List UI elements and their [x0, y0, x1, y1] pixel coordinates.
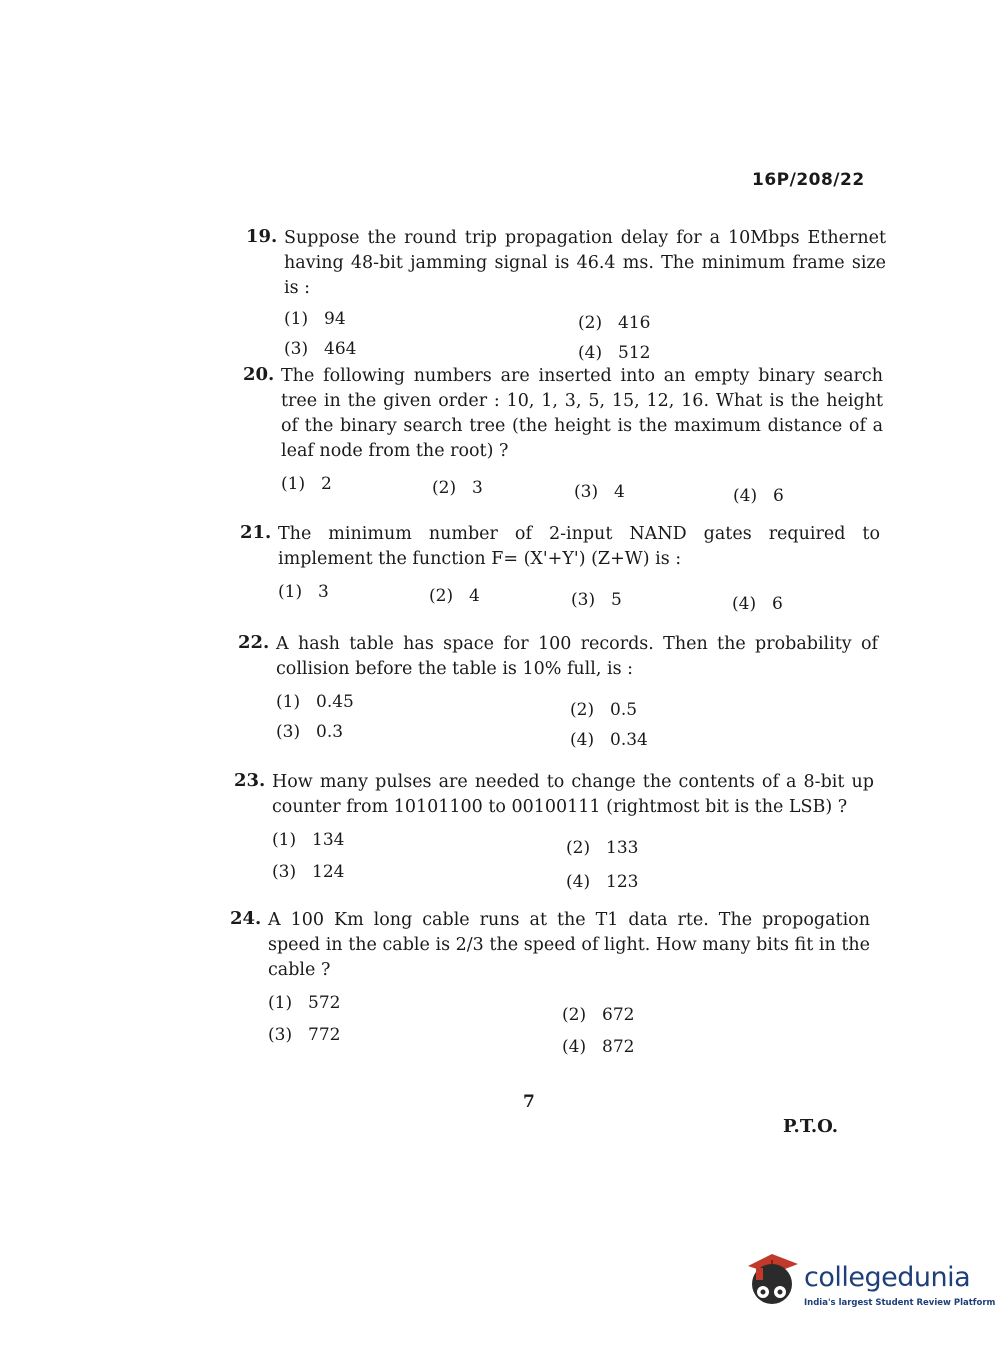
question-text: Suppose the round trip propagation delay for a 10Mbps Ethernet having 48-bit jamming signal is 46.4 ms. The minimum frame size is : — [284, 228, 886, 298]
question-19 — [246, 226, 886, 373]
question-number: 19. — [246, 226, 278, 247]
option-1: (1) 3 — [278, 582, 329, 602]
paper-code: 16P/208/22 — [752, 170, 865, 190]
collegedunia-watermark — [742, 1248, 996, 1318]
option-1: (1) 2 — [281, 474, 332, 494]
question-text: A hash table has space for 100 records. Then the probability of collision before the table is 10% full, is : — [276, 634, 878, 679]
option-1: (1) 134 — [272, 830, 345, 850]
option-3: (3) 772 — [268, 1025, 341, 1045]
question-number: 21. — [240, 522, 272, 543]
options — [272, 828, 874, 898]
option-3: (3) 464 — [284, 339, 357, 359]
question-20 — [243, 364, 883, 506]
option-1: (1) 94 — [284, 309, 346, 329]
option-3: (3) 4 — [574, 482, 625, 502]
option-4: (4) 872 — [562, 1037, 635, 1057]
option-2: (2) 4 — [429, 586, 480, 606]
option-3: (3) 0.3 — [276, 722, 344, 742]
option-2: (2) 133 — [566, 838, 639, 858]
mascot-icon — [742, 1248, 802, 1312]
option-1: (1) 572 — [268, 993, 341, 1013]
question-22 — [238, 632, 878, 756]
question-text: A 100 Km long cable runs at the T1 data rte. The propogation speed in the cable is 2/3 the speed of light. How many bits fit in the cable ? — [268, 910, 870, 980]
pto-label: P.T.O. — [783, 1116, 839, 1137]
option-2: (2) 416 — [578, 313, 651, 333]
question-21 — [240, 522, 880, 614]
option-4: (4) 6 — [732, 594, 783, 614]
brand-tagline: India's largest Student Review Platform — [804, 1298, 996, 1308]
option-2: (2) 3 — [432, 478, 483, 498]
question-24 — [230, 908, 870, 1061]
page-number: 7 — [523, 1092, 535, 1112]
option-3: (3) 124 — [272, 862, 345, 882]
question-text: The following numbers are inserted into an empty binary search tree in the given order : 10, 1, 3, 5, 15, 12, 16. What is the height of the binary search tree (the height is the maximum distance of a leaf node from the root) ? — [281, 366, 883, 461]
option-4: (4) 0.34 — [570, 730, 648, 750]
question-number: 24. — [230, 908, 262, 929]
option-4: (4) 6 — [733, 486, 784, 506]
question-number: 20. — [243, 364, 275, 385]
options — [268, 991, 870, 1061]
options — [276, 690, 878, 756]
options — [281, 472, 883, 506]
question-number: 22. — [238, 632, 270, 653]
question-number: 23. — [234, 770, 266, 791]
option-2: (2) 0.5 — [570, 700, 638, 720]
question-text: The minimum number of 2-input NAND gates required to implement the function F= (X'+Y') (Z+W) is : — [278, 524, 880, 569]
option-2: (2) 672 — [562, 1005, 635, 1025]
question-text: How many pulses are needed to change the contents of a 8-bit up counter from 10101100 to 00100111 (rightmost bit is the LSB) ? — [272, 772, 874, 817]
options — [278, 580, 880, 614]
option-1: (1) 0.45 — [276, 692, 354, 712]
brand-name: collegedunia — [804, 1262, 971, 1293]
option-3: (3) 5 — [571, 590, 622, 610]
question-23 — [234, 770, 874, 898]
option-4: (4) 123 — [566, 872, 639, 892]
option-4: (4) 512 — [578, 343, 651, 363]
